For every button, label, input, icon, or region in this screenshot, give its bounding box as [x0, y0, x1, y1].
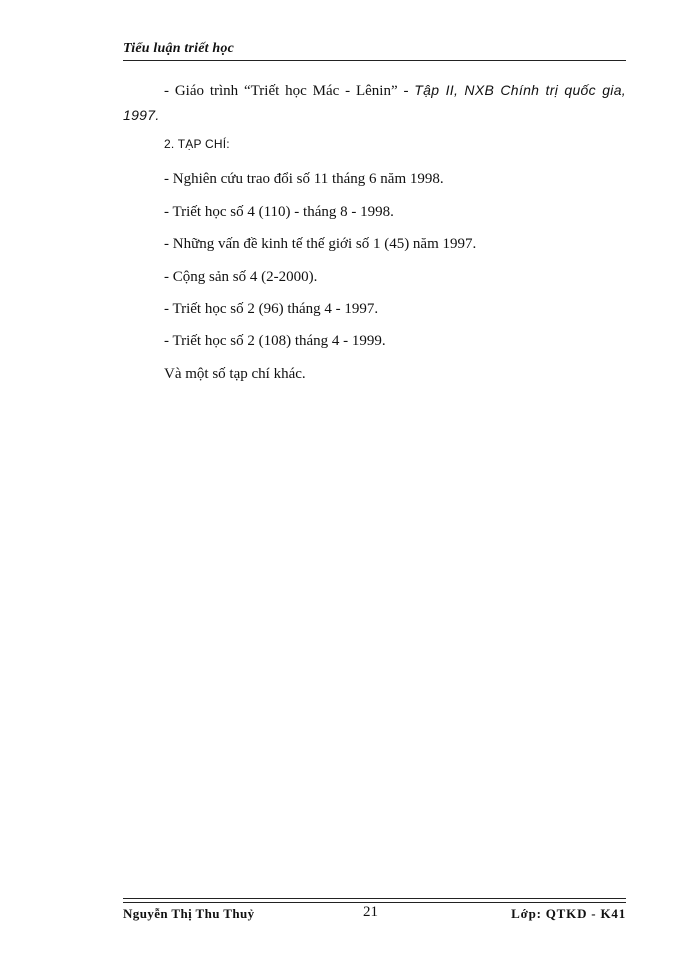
journal-item: - Những vấn đề kinh tế thế giới số 1 (45) năm 1997. [164, 236, 477, 252]
journal-item: - Triết học số 2 (108) tháng 4 - 1999. [164, 333, 386, 349]
page-header [123, 40, 626, 64]
footer-author: Nguyễn Thị Thu Thuỷ [123, 906, 255, 921]
journal-item: - Nghiên cứu trao đổi số 11 tháng 6 năm 1998. [164, 171, 444, 187]
reference-textbook-end: . [155, 107, 160, 123]
header-title: Tiểu luận triết học [123, 41, 235, 56]
reference-textbook [123, 78, 626, 128]
page-number: 21 [363, 904, 378, 920]
journal-item: - Triết học số 2 (96) tháng 4 - 1997. [164, 301, 379, 317]
page-body [123, 78, 626, 382]
header-divider [123, 60, 626, 61]
footer-divider-top [123, 898, 626, 899]
reference-textbook-main: - Giáo trình “Triết học Mác - Lênin” - [164, 83, 415, 99]
journal-item: - Cộng sản số 4 (2-2000). [164, 269, 318, 285]
closing-note: Và một số tạp chí khác. [164, 366, 306, 382]
footer-divider-bottom [123, 902, 626, 903]
footer-class-label: Lớp: QTKD - K41 [511, 906, 626, 921]
section-heading-journals: 2. TẠP CHÍ: [164, 137, 230, 151]
page-footer [123, 898, 626, 928]
journal-item: - Triết học số 4 (110) - tháng 8 - 1998. [164, 204, 394, 220]
reference-textbook-publisher: Tập II, NXB Chính trị quốc gia, 1997 [123, 82, 626, 123]
